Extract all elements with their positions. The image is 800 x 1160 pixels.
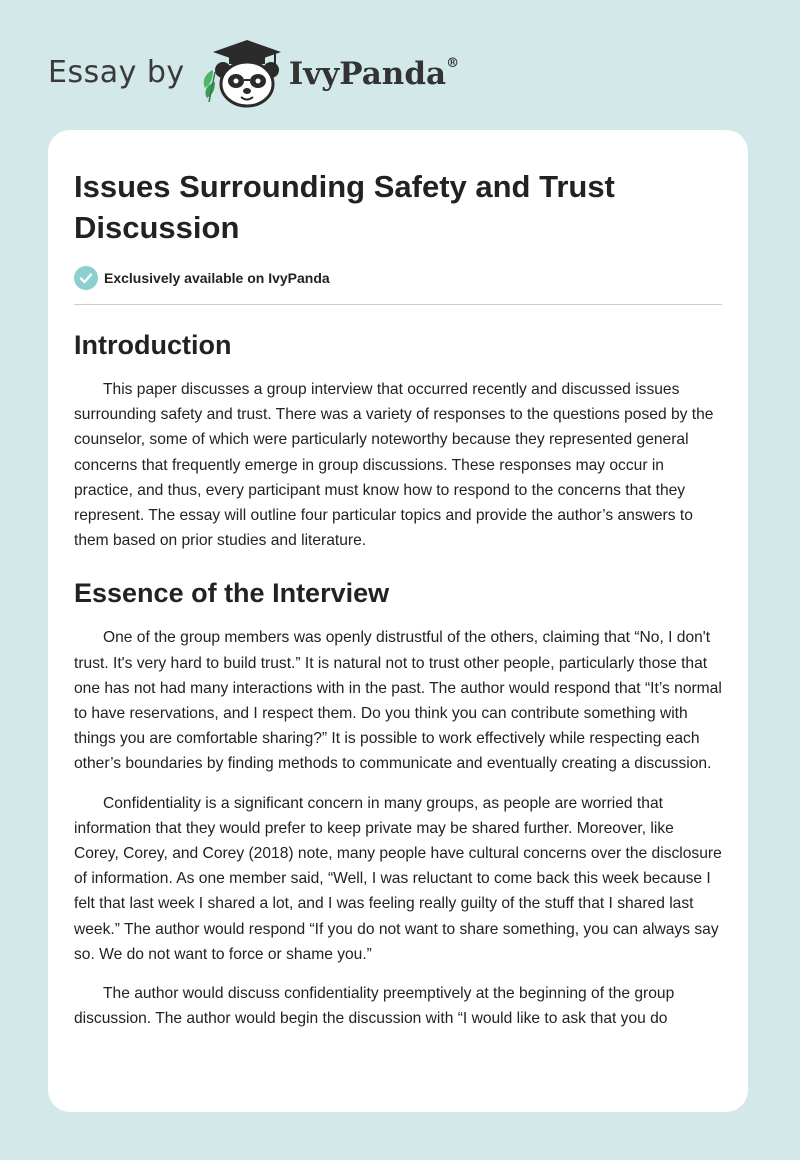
ivypanda-logo[interactable] — [199, 36, 459, 108]
paragraph: The author would discuss confidentiality preemptively at the beginning of the group discussion. The author would begin the discussion with “I would like to ask that you do — [74, 985, 675, 1028]
panda-graduate-logo-icon — [199, 36, 285, 108]
brand-text: IvyPanda — [288, 56, 447, 92]
paragraph: This paper discusses a group interview that occurred recently and discussed issues surrounding safety and trust. There was a variety of responses to the questions posed by the counselor, some of which were particularly noteworthy because they represented general concerns that frequently emerge in group discussions. These responses may occur in practice, and thus, every participant must know how to respond to the concerns that they represent. The essay will outline four particular topics and provide the author’s answers to them based on prior studies and literature. — [74, 381, 714, 550]
essay-by-label: Essay by — [48, 54, 185, 90]
paragraph: One of the group members was openly distrustful of the others, claiming that “No, I don't trust. It's very hard to build trust.” It is natural not to trust other people, particularly those that one has not had many interactions with in the past. The author would respond that “It’s normal to have reservations, and I respect them. Do you think you can contribute something with things you are comfortable sharing?” It is possible to work effectively while respecting each other’s boundaries by finding methods to communicate and eventually creating a discussion. — [74, 629, 722, 773]
check-icon — [74, 266, 98, 290]
exclusive-badge — [74, 266, 722, 305]
site-header — [48, 36, 459, 108]
registered-mark: ® — [446, 55, 460, 71]
essay-card — [48, 130, 748, 1112]
section-heading-introduction: Introduction — [74, 330, 232, 360]
page-title: Issues Surrounding Safety and Trust Discussion — [74, 169, 615, 245]
section-heading-essence: Essence of the Interview — [74, 578, 390, 609]
brand-name — [289, 56, 459, 92]
exclusive-label: Exclusively available on IvyPanda — [104, 270, 330, 286]
paragraph: Confidentiality is a significant concern in many groups, as people are worried that information that they would prefer to keep private may be shared further. Moreover, like Corey, Corey, and Corey (2018) note, many people have cultural concerns over the disclosure of information. As one member said, “Well, I was reluctant to come back this week because I felt that last week I shared a lot, and I was feeling really guilty of the stuff that I shared last week.” The author would respond “If you do not want to share something, you can always say so. We do not want to force or shame you.” — [74, 794, 722, 963]
